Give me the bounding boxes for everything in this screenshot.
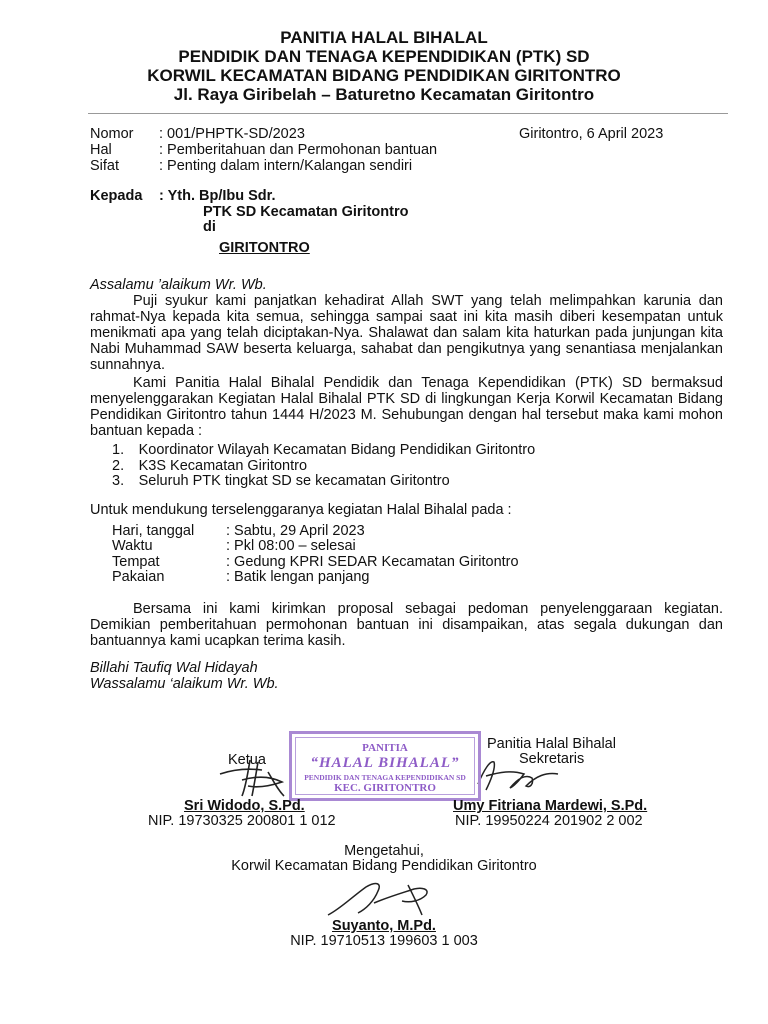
list-item: 1. Koordinator Wilayah Kecamatan Bidang Pendidikan Giritontro	[112, 442, 536, 458]
secretary-org: Panitia Halal Bihalal	[487, 736, 616, 752]
acknowledged-label: Mengetahui,	[344, 843, 424, 859]
nomor-label: Nomor	[90, 126, 134, 142]
paragraph-2-text: Kami Panitia Halal Bihalal Pendidik dan Tenaga Kependidikan (PTK) SD bermaksud menyelenggarakan Kegiatan Halal Bihalal PTK SD di lingkungan Kerja Korwil Kecamatan Bidang Pendidikan Giritontro tahun 1444 H/2023 M. Sehubungan dengan hal tersebut maka kami mohon bantuan kepada :	[90, 375, 723, 439]
paragraph-2	[90, 375, 723, 439]
committee-stamp	[289, 731, 481, 801]
paragraph-1	[90, 293, 723, 373]
greeting: Assalamu ’alaikum Wr. Wb.	[90, 277, 267, 293]
list-item: 2. K3S Kecamatan Giritontro	[112, 458, 308, 474]
acknowledged-org: Korwil Kecamatan Bidang Pendidikan Giritontro	[231, 858, 537, 874]
event-dress-value: : Batik lengan panjang	[226, 569, 370, 585]
chair-name: Sri Widodo, S.Pd.	[184, 798, 305, 814]
paragraph-1-text: Puji syukur kami panjatkan kehadirat Allah SWT yang telah melimpahkan karunia dan rahmat-Nya kepada kita semua, sehingga sampai saat ini kita masih diberi kesempatan untuk menikmati apa yang telah diciptakan-Nya. Shalawat dan salam kita haturkan pada junjungan kita Nabi Muhammad SAW beserta keluarga, sahabat dan pengikutnya yang senantiasa menjalankan sunnahnya.	[90, 293, 723, 373]
sifat-label: Sifat	[90, 158, 120, 174]
event-dress-label: Pakaian	[112, 569, 165, 585]
closing-line-1: Billahi Taufiq Wal Hidayah	[90, 660, 258, 676]
event-intro: Untuk mendukung terselenggaranya kegiatan Halal Bihalal pada :	[90, 502, 512, 518]
letterhead-line-1: PANITIA HALAL BIHALAL	[280, 28, 488, 47]
event-place-value: : Gedung KPRI SEDAR Kecamatan Giritontro	[226, 554, 519, 570]
secretary-role: Sekretaris	[519, 751, 585, 767]
event-place-label: Tempat	[112, 554, 160, 570]
recipient-line-3: di	[203, 219, 216, 235]
stamp-line-2: “HALAL BIHALAL”	[310, 755, 460, 771]
sifat-value: : Penting dalam intern/Kalangan sendiri	[159, 158, 413, 174]
list-item: 3. Seluruh PTK tingkat SD se kecamatan Giritontro	[112, 473, 450, 489]
stamp-line-1: PANITIA	[362, 742, 408, 754]
letterhead-line-2: PENDIDIK DAN TENAGA KEPENDIDIKAN (PTK) SD	[178, 47, 590, 66]
recipient-label: Kepada	[90, 188, 143, 204]
event-date-value: : Sabtu, 29 April 2023	[226, 523, 365, 539]
stamp-line-4: KEC. GIRITONTRO	[334, 782, 436, 794]
hal-label: Hal	[90, 142, 112, 158]
recipient-city: GIRITONTRO	[219, 240, 310, 256]
letterhead-divider	[88, 113, 728, 114]
chair-role: Ketua	[228, 752, 266, 768]
secretary-name: Umy Fitriana Mardewi, S.Pd.	[453, 798, 648, 814]
letterhead-line-4: Jl. Raya Giribelah – Baturetno Kecamatan Giritontro	[173, 85, 595, 104]
korwil-signature	[322, 875, 442, 921]
letterhead-line-3: KORWIL KECAMATAN BIDANG PENDIDIKAN GIRITONTRO	[147, 66, 621, 85]
paragraph-3-text: Bersama ini kami kirimkan proposal sebagai pedoman penyelenggaraan kegiatan. Demikian pemberitahuan permohonan bantuan ini disampaikan, atas segala dukungan dan bantuannya kami ucapkan terima kasih.	[90, 601, 723, 649]
korwil-nip: NIP. 19710513 199603 1 003	[290, 933, 478, 949]
korwil-name: Suyanto, M.Pd.	[332, 918, 436, 934]
event-time-value: : Pkl 08:00 – selesai	[226, 538, 356, 554]
nomor-value: : 001/PHPTK-SD/2023	[159, 126, 305, 142]
recipient-line-1: : Yth. Bp/Ibu Sdr.	[159, 188, 276, 204]
secretary-nip: NIP. 19950224 201902 2 002	[455, 813, 643, 829]
secretary-signature	[474, 756, 564, 796]
place-date: Giritontro, 6 April 2023	[519, 126, 664, 142]
event-date-label: Hari, tanggal	[112, 523, 195, 539]
recipient-line-2: PTK SD Kecamatan Giritontro	[203, 204, 409, 220]
stamp-line-3: PENDIDIK DAN TENAGA KEPENDIDIKAN SD	[304, 773, 466, 782]
paragraph-3	[90, 601, 723, 649]
chair-nip: NIP. 19730325 200801 1 012	[148, 813, 336, 829]
hal-value: : Pemberitahuan dan Permohonan bantuan	[159, 142, 438, 158]
event-time-label: Waktu	[112, 538, 153, 554]
closing-line-2: Wassalamu ‘alaikum Wr. Wb.	[90, 676, 279, 692]
